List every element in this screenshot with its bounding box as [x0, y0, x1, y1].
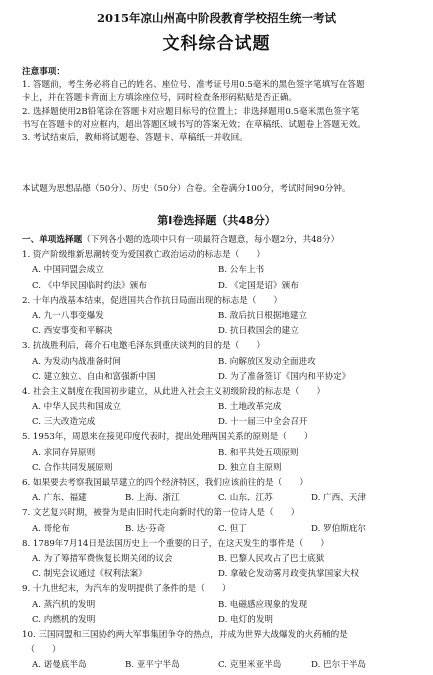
- question-stem: 8. 1789年7月14日是法国历史上一个重要的日子，在这天发生的事件是（ ）: [22, 538, 330, 549]
- answer-option: A. 九一八事变爆发: [32, 310, 104, 321]
- answer-option: A. 蒸汽机的发明: [32, 599, 96, 610]
- question-stem: 9. 十九世纪末，为汽车的发明提供了条件的是（ ）: [22, 584, 231, 595]
- options-row: [22, 400, 418, 415]
- options-row: [22, 263, 418, 278]
- answer-option: D. 电灯的发明: [218, 614, 274, 625]
- answer-option: C. 合作共同发展原则: [32, 462, 113, 473]
- note-line: 卡上，并在答题卡背面上方填涂座位号，同时检查条形码粘贴是否正确。: [22, 93, 298, 104]
- options-row: [22, 446, 418, 461]
- answer-option: C. 山东、江苏: [218, 493, 273, 504]
- answer-option: C. 三大改造完成: [32, 417, 96, 428]
- options-row: [22, 309, 418, 324]
- question-stem: 3. 抗战胜利后，蒋介石电邀毛泽东到重庆谈判的目的是（ ）: [22, 341, 265, 352]
- answer-option: D. 为了准备签订《国内和平协定》: [218, 371, 351, 382]
- answer-option: A. 中华人民共和国成立: [32, 402, 122, 413]
- instruction: [22, 233, 418, 248]
- options-row: [22, 279, 418, 294]
- answer-option: B. 向解放区发动全面进攻: [218, 356, 316, 367]
- answer-option: D. 广西、天津: [311, 493, 367, 504]
- note-line: 1. 答题前，考生务必将自己的姓名、座位号、准考证号用0.5毫米的黑色签字笔填写在答题: [22, 80, 365, 91]
- options-row: [22, 491, 418, 506]
- answer-option: B. 巴黎人民攻占了巴士底狱: [218, 553, 325, 564]
- answer-option: D. 罗伯斯庇尔: [311, 523, 367, 534]
- answer-option: A. 为了筹措军费恢复长期关闭的议会: [32, 553, 173, 564]
- options-row: [22, 658, 418, 673]
- question-list: [22, 233, 418, 673]
- note-line: 3. 考试结束后，教师将试题卷、答题卡、草稿纸一并收回。: [22, 133, 248, 144]
- answer-option: D. 巴尔干半岛: [311, 660, 367, 671]
- exam-summary: 本试题为思想品德（50分）、历史（50分）合卷。全卷满分100分，考试时间90分钟。: [22, 184, 351, 194]
- answer-option: D. 独立自主原则: [218, 462, 282, 473]
- answer-option: C. 内燃机的发明: [32, 614, 96, 625]
- options-row: [22, 370, 418, 385]
- question-stem: 2. 十年内战基本结束，促进国共合作抗日局面出现的标志是（ ）: [22, 295, 283, 306]
- question-stem: 1. 资产阶级维新思潮转变为爱国救亡政治运动的标志是（ ）: [22, 250, 265, 261]
- answer-option: C. 但丁: [218, 523, 247, 534]
- options-row: [22, 552, 418, 567]
- subject-title: 文科综合试题: [162, 34, 271, 54]
- instruction-label: 一、单项选择题: [22, 235, 83, 245]
- answer-option: A. 为发动内战准备时间: [32, 356, 122, 367]
- section-title: 第Ⅰ卷选择题（共48分）: [157, 214, 276, 227]
- answer-option: D. 《定国是诏》颁布: [218, 280, 299, 291]
- answer-option: A. 中国同盟会成立: [32, 265, 104, 276]
- options-row: [22, 461, 418, 476]
- notes-heading: 注意事项：: [22, 67, 65, 77]
- options-row: [22, 567, 418, 582]
- note-line: 2. 选择题使用2B铅笔涂在答题卡对应题目标号的位置上；非选择题用0.5毫米黑色签字笔: [22, 106, 360, 117]
- notes-section: [22, 66, 414, 145]
- instruction-text: （下列各小题的选项中只有一项最符合题意，每小题2分，共48分）: [82, 235, 340, 245]
- options-row: [22, 522, 418, 537]
- question-stem: 4. 社会主义制度在我国初步建立，从此进入社会主义初级阶段的标志是（ ）: [22, 386, 326, 397]
- answer-option: C. 制宪会议通过《权利法案》: [32, 569, 147, 580]
- answer-option: C. 西安事变和平解决: [32, 326, 113, 337]
- answer-option: B. 和平共处五项原则: [218, 447, 299, 458]
- options-row: [22, 324, 418, 339]
- answer-option: B. 公车上书: [218, 265, 265, 276]
- question-stem: 6. 如果要去考察我国最早建立的四个经济特区，我们应该前往的是（ ）: [22, 478, 308, 488]
- question-stem: 5. 1953年，周恩来在接见印度代表时，提出处理两国关系的原则是（ ）: [22, 432, 313, 443]
- answer-option: D. 抗日救国会的建立: [218, 326, 299, 337]
- answer-option: B. 敌后抗日根据地建立: [218, 310, 308, 321]
- answer-option: A. 诺曼底半岛: [32, 660, 87, 671]
- answer-option: A. 广东、福建: [32, 493, 87, 504]
- answer-option: A. 哥伦布: [32, 523, 70, 534]
- options-row: [22, 598, 418, 613]
- options-row: [22, 613, 418, 628]
- answer-option: D. 拿破仑发动雾月政变执掌国家大权: [218, 569, 359, 580]
- note-line: 书写在答题卡的对应框内，超出答题区域书写的答案无效；在草稿纸、试题卷上答题无效。: [22, 119, 366, 130]
- question-stem: 7. 文艺复兴时期，被誉为是由旧时代走向新时代的第一位诗人是（ ）: [22, 508, 300, 519]
- answer-option: B. 电磁感应现象的发现: [218, 599, 308, 610]
- question-stem: 10. 三国同盟和三国协约两大军事集团争夺的热点，并成为世界大战爆发的火药桶的是: [22, 629, 348, 640]
- answer-option: D. 十一届三中全会召开: [218, 417, 308, 428]
- options-row: [22, 415, 418, 430]
- answer-option: A. 求同存异原则: [32, 447, 96, 458]
- answer-option: B. 土地改革完成: [218, 402, 282, 413]
- answer-option: B. 亚平宁半岛: [125, 660, 180, 671]
- answer-option: B. 上海、浙江: [125, 493, 180, 504]
- answer-option: B. 达·芬奇: [125, 523, 166, 534]
- exam-title: 2015年凉山州高中阶段教育学校招生统一考试: [96, 11, 336, 25]
- options-row: [22, 355, 418, 370]
- answer-option: C. 克里米亚半岛: [218, 660, 282, 671]
- question-stem-continued: （ ）: [22, 645, 61, 656]
- answer-option: C. 建立独立、自由和富强新中国: [32, 371, 156, 382]
- answer-option: C. 《中华民国临时约法》颁布: [32, 280, 147, 291]
